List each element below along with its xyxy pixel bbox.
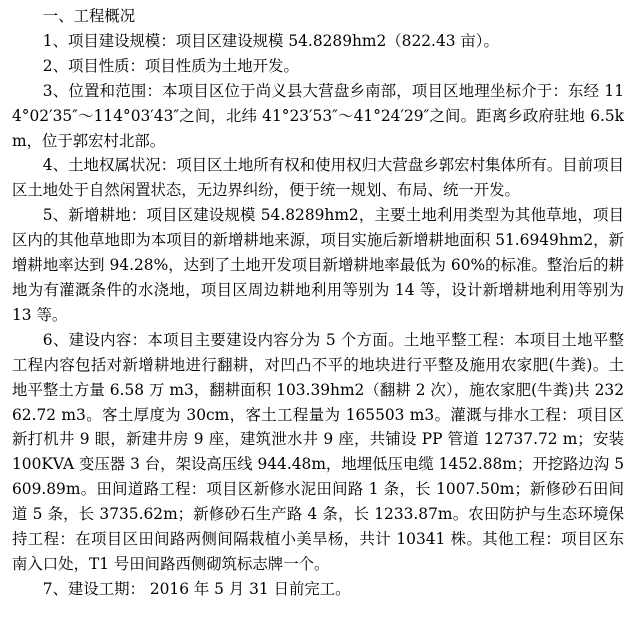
item-construction-content: 6、建设内容：本项目主要建设内容分为 5 个方面。土地平整工程：本项目土地平整工程内容包括对新增耕地进行翻耕，对凹凸不平的地块进行平整及施用农家肥(牛粪)。土地平整土方量 6.58 万 m3，翻耕面积 103.39hm2（翻耕 2 次），施农家肥(牛粪)共 23262.72 m3。客土厚度为 30cm，客土工程量为 165503 m3。灌溉与排水工程：项目区新打机井 9 眼，新建井房 9 座，建筑泄水井 9 座，共铺设 PP 管道 12737.72 m；安装 100KVA 变压器 3 台，架设高压线 944.48m，地埋低压电缆 1452.88m；开挖路边沟 5609.89m。田间道路工程：项目区新修水泥田间路 1 条，长 1007.50m；新修砂石田间道 5 条，长 3735.62m；新修砂石生产路 4 条，长 1233.87m。农田防护与生态环境保持工程：在项目区田间路两侧间隔栽植小美旱杨，共计 10341 株。其他工程：项目区东南入口处，T1 号田间路西侧砌筑标志牌一个。 (12, 330, 624, 573)
section-heading: 一、工程概况 (42, 7, 136, 25)
item-land-ownership: 4、土地权属状况：项目区土地所有权和使用权归大营盘乡郭宏村集体所有。目前项目区土地处于自然闲置状态，无边界纠纷，便于统一规划、布局、统一开发。 (12, 156, 624, 200)
document-body (12, 4, 624, 602)
item-new-farmland: 5、新增耕地：项目区建设规模 54.8289hm2，主要土地利用类型为其他草地，项目区内的其他草地即为本项目的新增耕地来源，项目实施后新增耕地面积 51.6949hm2，新增耕地率达到 94.28%，达到了土地开发项目新增耕地率最低为 60%的标准。整治后的耕地为有灌溉条件的水浇地，项目区周边耕地利用等别为 14 等，设计新增耕地利用等别为 13 等。 (12, 206, 624, 324)
item-project-nature: 2、项目性质：项目性质为土地开发。 (42, 56, 299, 75)
item-construction-period: 7、建设工期： 2016 年 5 月 31 日前完工。 (42, 579, 351, 598)
item-location-range: 3、位置和范围：本项目区位于尚义县大营盘乡南部，项目区地理坐标介于：东经 114°02′35″～114°03′43″之间，北纬 41°23′53″～41°24′29″之间。距离乡政府驻地 6.5km，位于郭宏村北部。 (12, 81, 624, 150)
item-construction-scale: 1、项目建设规模：项目区建设规模 54.8289hm2（822.43 亩）。 (42, 31, 499, 50)
